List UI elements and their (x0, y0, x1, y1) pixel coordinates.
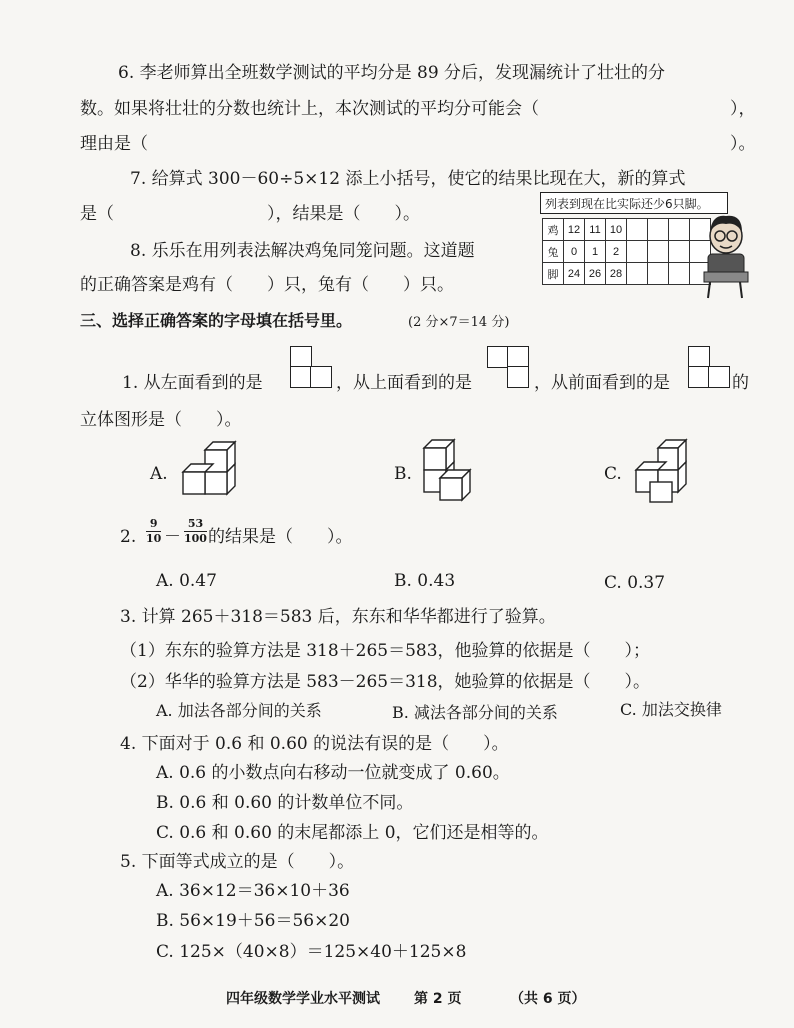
c3-line3: （2）华华的验算方法是 583－265＝318，她验算的依据是（ ）。 (120, 672, 651, 692)
table-cell (669, 263, 690, 285)
c2-tail: 的结果是（ ）。 (208, 527, 353, 547)
table-cell: 0 (564, 241, 585, 263)
section3-score: (2 分×7＝14 分) (408, 315, 510, 330)
c4-line1: 4. 下面对于 0.6 和 0.60 的说法有误的是（ ）。 (120, 734, 509, 754)
c3-option-a: A. 加法各部分间的关系 (156, 701, 322, 720)
c4-option-a: A. 0.6 的小数点向右移动一位就变成了 0.60。 (156, 763, 510, 783)
table-cell (669, 241, 690, 263)
c4-option-b: B. 0.6 和 0.60 的计数单位不同。 (156, 793, 414, 813)
student-character-illustration (700, 200, 750, 300)
q6-line2-close: ）， (730, 99, 756, 119)
q6-line3-close: ）。 (730, 134, 756, 154)
table-cell: 28 (606, 263, 627, 285)
q8-line2: 的正确答案是鸡有（ ）只，兔有（ ）只。 (80, 275, 454, 295)
c1-option-c-label: C. (604, 464, 622, 484)
chicken-rabbit-table (542, 218, 711, 285)
q6-line1: 6. 李老师算出全班数学测试的平均分是 89 分后，发现漏统计了壮壮的分 (118, 63, 666, 83)
c3-line1: 3. 计算 265＋318＝583 后，东东和华华都进行了验算。 (120, 607, 556, 627)
c3-option-c: C. 加法交换律 (620, 700, 722, 719)
table-cell (648, 263, 669, 285)
q6-line3: 理由是（ (80, 134, 148, 154)
row-label-feet: 脚 (543, 263, 564, 285)
c3-line2: （1）东东的验算方法是 318＋265＝583，他验算的依据是（ ）； (120, 641, 651, 661)
c1-option-b-label: B. (394, 464, 412, 484)
minus-sign: － (164, 527, 181, 547)
c2-number: 2. (120, 527, 137, 547)
c2-option-a: A. 0.47 (156, 571, 217, 591)
q7-line2: 是（ ），结果是（ ）。 (80, 204, 420, 224)
fraction-9-10 (146, 518, 161, 545)
c1-part1: 1. 从左面看到的是 (122, 373, 263, 393)
c2-option-b: B. 0.43 (394, 571, 456, 591)
table-cell: 10 (606, 219, 627, 241)
fraction-numerator: 9 (149, 517, 158, 530)
c5-line1: 5. 下面等式成立的是（ ）。 (120, 852, 355, 872)
c1-part2: ，从上面看到的是 (336, 373, 472, 393)
table-cell: 1 (585, 241, 606, 263)
front-view-shape (688, 346, 732, 390)
c5-option-c: C. 125×（40×8）＝125×40＋125×8 (156, 942, 467, 962)
fraction-denominator: 100 (184, 532, 207, 545)
table-cell (627, 263, 648, 285)
q7-line1: 7. 给算式 300－60÷5×12 添上小括号，使它的结果比现在大，新的算式 (130, 169, 686, 189)
table-cell (648, 241, 669, 263)
c1-line2: 立体图形是（ ）。 (80, 410, 242, 430)
row-label-chicken: 鸡 (543, 219, 564, 241)
cube-figure-a (175, 438, 243, 500)
top-view-shape (487, 346, 531, 390)
c1-option-a-label: A. (150, 464, 168, 484)
table-cell: 24 (564, 263, 585, 285)
table-cell (648, 219, 669, 241)
c3-option-b: B. 减法各部分间的关系 (392, 703, 558, 722)
table-cell: 26 (585, 263, 606, 285)
table-cell (669, 219, 690, 241)
footer-page: 第 2 页 (414, 991, 462, 1007)
cube-figure-b (418, 438, 486, 504)
q8-line1: 8. 乐乐在用列表法解决鸡兔同笼问题。这道题 (130, 241, 475, 261)
c2-option-c: C. 0.37 (604, 573, 666, 593)
row-label-rabbit: 兔 (543, 241, 564, 263)
c5-option-a: A. 36×12＝36×10＋36 (156, 881, 350, 901)
c4-option-c: C. 0.6 和 0.60 的末尾都添上 0，它们还是相等的。 (156, 823, 549, 843)
q6-line2: 数。如果将壮壮的分数也统计上，本次测试的平均分可能会（ (80, 99, 539, 119)
fraction-53-100 (184, 518, 207, 545)
c1-part3: ，从前面看到的是 (534, 373, 670, 393)
fraction-denominator: 10 (146, 532, 162, 545)
table-cell (627, 219, 648, 241)
footer-title: 四年级数学学业水平测试 (226, 991, 380, 1007)
table-cell: 2 (606, 241, 627, 263)
footer-total-pages: （共 6 页） (510, 991, 586, 1007)
table-cell: 12 (564, 219, 585, 241)
c5-option-b: B. 56×19＋56＝56×20 (156, 911, 350, 931)
section3-title: 三、选择正确答案的字母填在括号里。 (80, 311, 353, 330)
table-cell (627, 241, 648, 263)
left-view-shape (290, 346, 334, 390)
c1-part4: 的 (732, 373, 749, 393)
cube-figure-c (628, 438, 690, 504)
speech-text: 列表到现在比实际还少6只脚。 (545, 197, 709, 211)
table-cell: 11 (585, 219, 606, 241)
fraction-numerator: 53 (187, 517, 204, 530)
